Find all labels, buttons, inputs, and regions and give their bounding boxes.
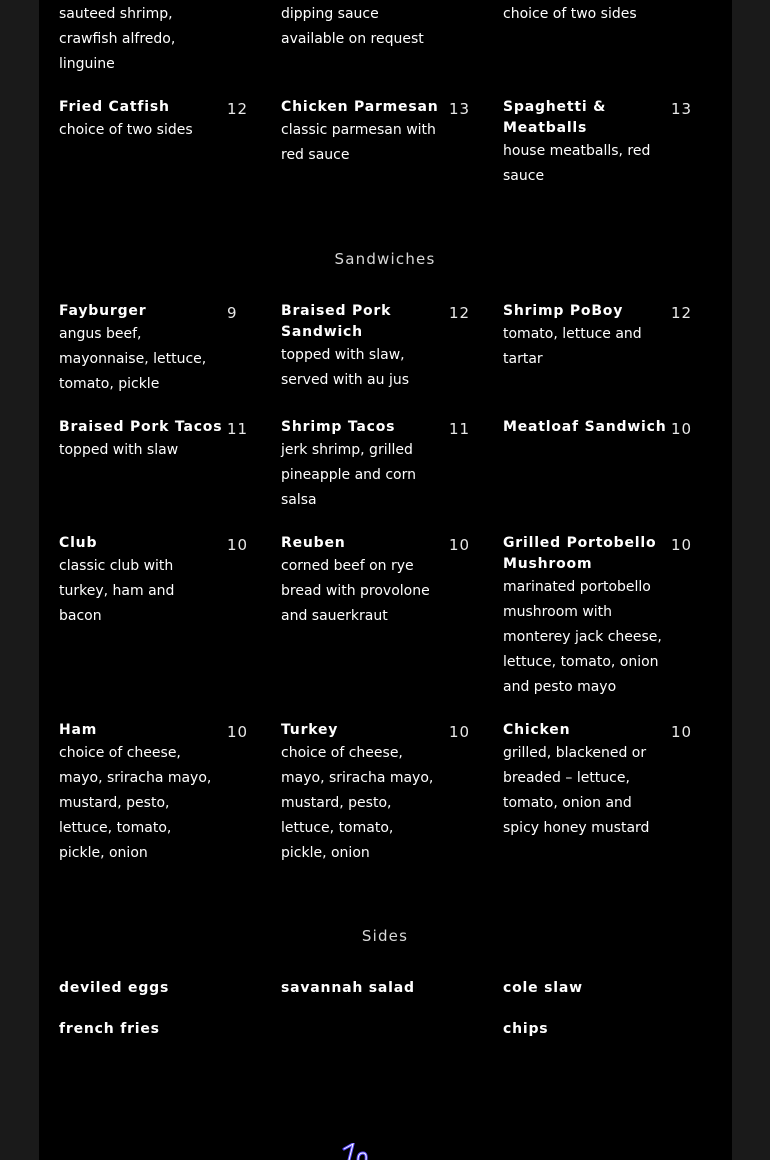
menu-item-name: Shrimp Tacos xyxy=(281,419,396,435)
item-description: topped with slaw, served with au jus xyxy=(281,347,410,388)
item-description: corned beef on rye bread with provolone and sauerkraut xyxy=(281,558,430,624)
menu-item-name: Meatloaf Sandwich xyxy=(503,419,667,435)
menu-item-price: 10 xyxy=(671,723,693,741)
side-item: chips xyxy=(503,1021,549,1037)
item-description: sauteed shrimp, crawfish alfredo, linguine xyxy=(59,6,176,72)
item-description: tomato, lettuce and tartar xyxy=(503,326,642,367)
menu-item-price: 11 xyxy=(449,420,471,438)
item-description: choice of cheese, mayo, sriracha mayo, mustard, pesto, lettuce, tomato, pickle, onion xyxy=(281,745,434,861)
menu-item-price: 10 xyxy=(227,536,249,554)
side-item: cole slaw xyxy=(503,980,583,996)
section-title-sides: Sides xyxy=(361,927,409,945)
menu-item-name: Fried Catfish xyxy=(59,99,170,115)
menu-item-name: Chicken Parmesan xyxy=(281,99,439,115)
menu-item-name: Fayburger xyxy=(59,303,147,319)
menu-item-name: Grilled Portobello Mushroom xyxy=(503,535,657,572)
menu-item-price: 10 xyxy=(671,536,693,554)
item-description: grilled, blackened or breaded – lettuce, tomato, onion and spicy honey mustard xyxy=(503,745,650,836)
item-description: house meatballs, red sauce xyxy=(503,143,651,184)
item-description: classic club with turkey, ham and bacon xyxy=(59,558,175,624)
item-description: marinated portobello mushroom with monterey jack cheese, lettuce, tomato, onion and pesto mayo xyxy=(503,579,662,695)
menu-item-price: 13 xyxy=(449,100,471,118)
side-item: french fries xyxy=(59,1021,160,1037)
menu-item-price: 10 xyxy=(449,536,471,554)
menu-item-name: Shrimp PoBoy xyxy=(503,303,624,319)
item-description: choice of cheese, mayo, sriracha mayo, mustard, pesto, lettuce, tomato, pickle, onion xyxy=(59,745,212,861)
item-description: angus beef, mayonnaise, lettuce, tomato, pickle xyxy=(59,326,207,392)
logo-icon xyxy=(338,1143,378,1160)
menu-item-name: Chicken xyxy=(503,722,571,738)
item-description: topped with slaw xyxy=(59,442,179,458)
menu-item-name: Braised Pork Sandwich xyxy=(281,303,392,340)
menu-item-name: Reuben xyxy=(281,535,346,551)
menu-item-price: 10 xyxy=(227,723,249,741)
item-description: classic parmesan with red sauce xyxy=(281,122,436,163)
menu-item-price: 10 xyxy=(671,420,693,438)
item-description: choice of two sides xyxy=(503,6,637,22)
menu-item-name: Spaghetti & Meatballs xyxy=(503,99,607,136)
menu-item-price: 12 xyxy=(671,304,693,322)
menu-item-name: Braised Pork Tacos xyxy=(59,419,223,435)
menu-item-price: 9 xyxy=(227,304,238,322)
side-item: savannah salad xyxy=(281,980,415,996)
menu-item-price: 12 xyxy=(227,100,249,118)
menu-item-price: 11 xyxy=(227,420,249,438)
menu-item-price: 12 xyxy=(449,304,471,322)
menu-item-price: 10 xyxy=(449,723,471,741)
item-description: choice of two sides xyxy=(59,122,193,138)
menu-item-name: Turkey xyxy=(281,722,339,738)
menu-item-name: Club xyxy=(59,535,98,551)
item-description: dipping sauce available on request xyxy=(281,6,424,47)
item-description: jerk shrimp, grilled pineapple and corn salsa xyxy=(281,442,417,508)
menu-item-price: 13 xyxy=(671,100,693,118)
menu-item-name: Ham xyxy=(59,722,98,738)
side-item: deviled eggs xyxy=(59,980,170,996)
section-title-sandwiches: Sandwiches xyxy=(334,250,436,268)
